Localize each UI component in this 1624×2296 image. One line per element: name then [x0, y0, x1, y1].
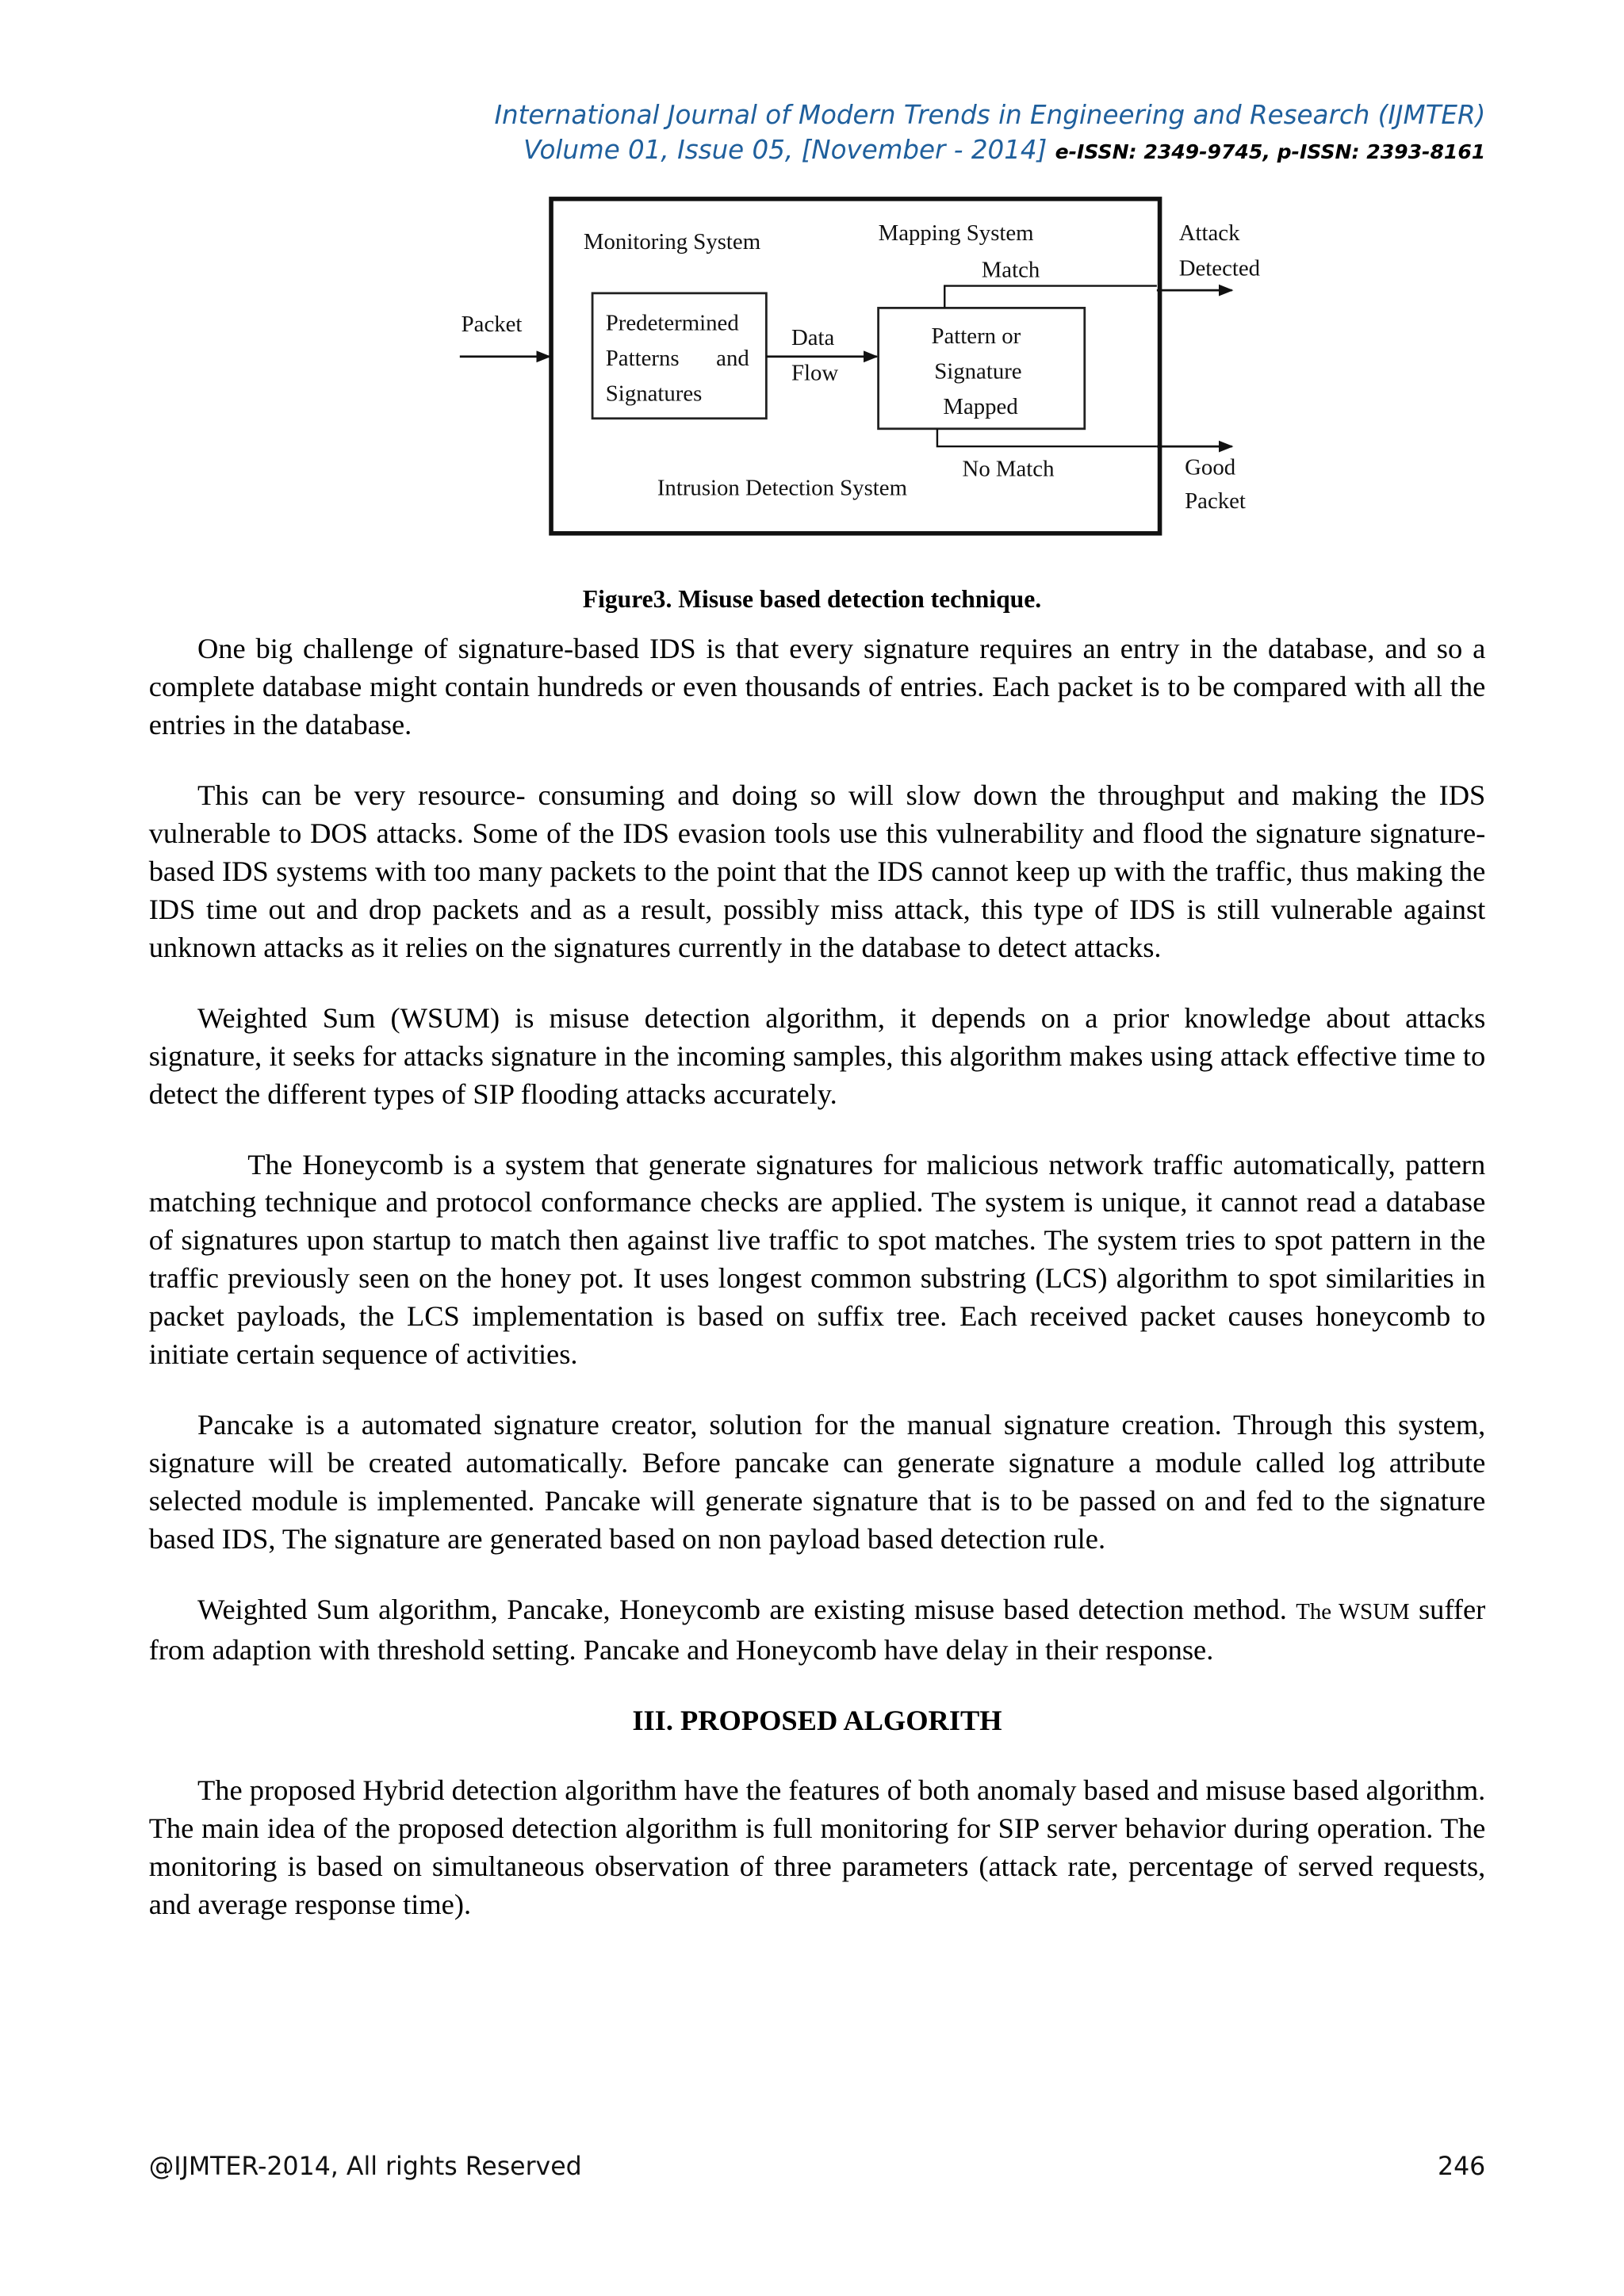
mapping-label: Mapping System	[878, 220, 1034, 246]
patterns-line-1: Predetermined	[605, 310, 739, 336]
journal-volume: Volume 01, Issue 05, [November - 2014]	[523, 135, 1048, 166]
body-text	[149, 630, 1486, 1957]
paragraph-1: One big challenge of signature-based IDS is that every signature requires an entry in the database, and so a complete database might contain hundreds or even thousands of entries. Each packet is to be compared with all the entries in the database.	[148, 633, 1486, 741]
data-flow-line-2: Flow	[791, 360, 839, 386]
footer-copyright: @IJMTER-2014, All rights Reserved	[148, 2152, 582, 2182]
signature-line-1: Pattern or	[931, 323, 1021, 350]
ids-system-label: Intrusion Detection System	[657, 475, 907, 501]
journal-issn: e-ISSN: 2349-9745, p-ISSN: 2393-8161	[1055, 140, 1486, 164]
section-heading: III. PROPOSED ALGORITH	[632, 1704, 1002, 1736]
patterns-line-2b: and	[716, 345, 749, 371]
patterns-line-2a: Patterns	[605, 345, 680, 371]
no-match-label: No Match	[962, 456, 1055, 482]
page-number: 246	[1437, 2152, 1486, 2182]
good-label-line-2: Packet	[1185, 488, 1246, 515]
signature-line-3: Mapped	[943, 394, 1018, 420]
figure-caption: Figure3. Misuse based detection technique.	[582, 584, 1042, 613]
paragraph-3: Weighted Sum (WSUM) is misuse detection algorithm, it depends on a prior knowledge about attacks signature, it seeks for attacks signature in the incoming samples, this algorithm makes using attack effective time to detect the different types of SIP flooding attacks accurately.	[148, 1001, 1486, 1110]
paragraph-6-end: suffer from adaption with threshold setting. Pancake and Honeycomb have delay in their response.	[148, 1593, 1486, 1666]
paragraph-6-start: Weighted Sum algorithm, Pancake, Honeycomb are existing misuse based detection method.	[197, 1593, 1287, 1625]
signature-line-2: Signature	[934, 358, 1022, 385]
journal-title: International Journal of Modern Trends in Engineering and Research (IJMTER)	[494, 99, 1486, 130]
paragraph-6-small-run: The WSUM	[1296, 1598, 1410, 1624]
attack-label-line-1: Attack	[1178, 220, 1240, 246]
match-label: Match	[981, 257, 1040, 283]
paragraph-2: This can be very resource- consuming and doing so will slow down the throughput and making the IDS vulnerable to DOS attacks. Some of the IDS evasion tools use this vulnerability and flood the signature signature-based IDS systems with too many packets to the point that the IDS cannot keep up with the traffic, thus making the IDS time out and drop packets and as a result, possibly miss attack, this type of IDS is still vulnerable against unknown attacks as it relies on the signatures currently in the database to detect attacks.	[148, 779, 1486, 963]
paragraph-6	[149, 1591, 1486, 1670]
match-connector	[944, 286, 1157, 308]
monitoring-label: Monitoring System	[583, 229, 761, 255]
input-label: Packet	[461, 312, 523, 338]
patterns-line-3: Signatures	[605, 381, 703, 407]
attack-label-line-2: Detected	[1178, 255, 1261, 281]
good-label-line-1: Good	[1185, 454, 1236, 480]
paragraph-7: The proposed Hybrid detection algorithm have the features of both anomaly based and misuse based algorithm. The main idea of the proposed detection algorithm is full monitoring for SIP server behavior during operation. The monitoring is based on simultaneous observation of three parameters (attack rate, percentage of served requests, and average response time).	[148, 1774, 1486, 1921]
no-match-connector	[937, 429, 1157, 446]
data-flow-line-1: Data	[791, 324, 835, 350]
paragraph-5: Pancake is a automated signature creator, solution for the manual signature creation. Through this system, signature will be created automatically. Before pancake can generate signature a module called log attribute selected module is implemented. Pancake will generate signature that is to be passed on and fed to the signature based IDS, The signature are generated based on non payload based detection rule.	[148, 1409, 1486, 1555]
paragraph-4: The Honeycomb is a system that generate signatures for malicious network traffic automatically, pattern matching technique and protocol conformance checks are applied. The system is unique, it cannot read a database of signatures upon startup to match then against live traffic to spot matches. The system tries to spot pattern in the traffic previously seen on the honey pot. It uses longest common substring (LCS) algorithm to spot similarities in packet payloads, the LCS implementation is based on suffix tree. Each received packet causes honeycomb to initiate certain sequence of activities.	[148, 1148, 1486, 1371]
ids-diagram	[0, 0, 1624, 589]
